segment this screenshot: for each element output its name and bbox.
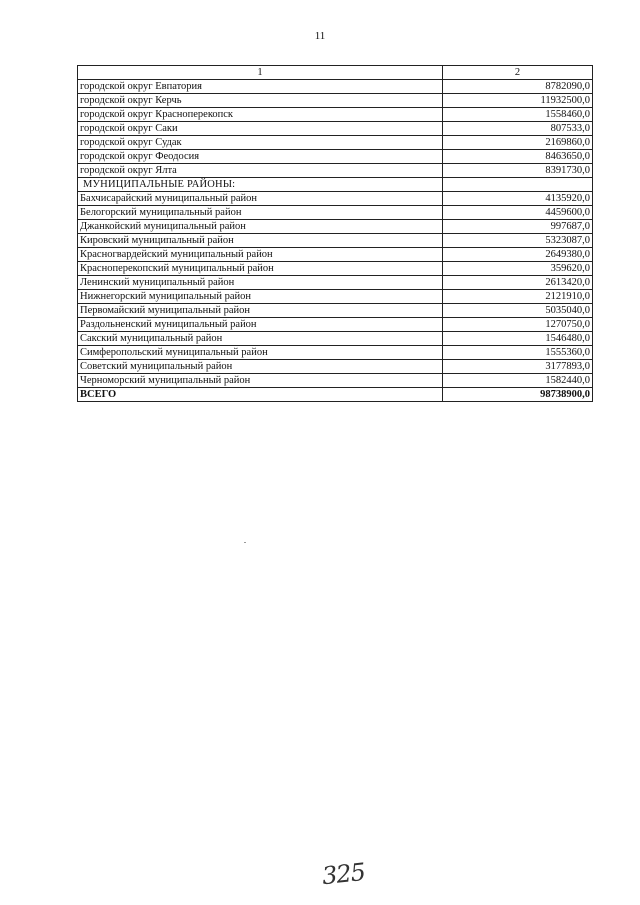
handwritten-page-number: 325 — [320, 857, 367, 891]
table-row — [78, 276, 593, 290]
page-number: 11 — [314, 30, 326, 42]
table-row — [78, 290, 593, 304]
row-name: городской округ Судак — [78, 136, 443, 150]
row-name: Симферопольский муниципальный район — [78, 346, 443, 360]
row-name: Бахчисарайский муниципальный район — [78, 192, 443, 206]
row-name: городской округ Ялта — [78, 164, 443, 178]
table-row — [78, 318, 593, 332]
row-value: 4135920,0 — [443, 192, 593, 206]
scan-speck — [244, 542, 246, 543]
table-row — [78, 304, 593, 318]
table-row — [78, 262, 593, 276]
table-row — [78, 220, 593, 234]
table-row — [78, 122, 593, 136]
total-value: 98738900,0 — [443, 388, 593, 402]
table-row — [78, 360, 593, 374]
row-value: 2169860,0 — [443, 136, 593, 150]
total-row — [78, 388, 593, 402]
row-name: городской округ Керчь — [78, 94, 443, 108]
row-value: 4459600,0 — [443, 206, 593, 220]
total-label: ВСЕГО — [78, 388, 443, 402]
section-empty-cell — [443, 178, 593, 192]
row-name: Кировский муниципальный район — [78, 234, 443, 248]
row-value: 5323087,0 — [443, 234, 593, 248]
row-name: городской округ Красноперекопск — [78, 108, 443, 122]
row-name: городской округ Саки — [78, 122, 443, 136]
row-value: 1582440,0 — [443, 374, 593, 388]
row-value: 11932500,0 — [443, 94, 593, 108]
section-title: МУНИЦИПАЛЬНЫЕ РАЙОНЫ: — [78, 178, 443, 192]
row-value: 997687,0 — [443, 220, 593, 234]
row-value: 2121910,0 — [443, 290, 593, 304]
row-name: Белогорский муниципальный район — [78, 206, 443, 220]
row-value: 1555360,0 — [443, 346, 593, 360]
row-value: 807533,0 — [443, 122, 593, 136]
row-name: Советский муниципальный район — [78, 360, 443, 374]
column-header-2: 2 — [443, 66, 593, 80]
table-row — [78, 192, 593, 206]
row-name: Ленинский муниципальный район — [78, 276, 443, 290]
table-row — [78, 94, 593, 108]
row-value: 5035040,0 — [443, 304, 593, 318]
row-value: 3177893,0 — [443, 360, 593, 374]
row-value: 8391730,0 — [443, 164, 593, 178]
row-value: 1270750,0 — [443, 318, 593, 332]
table-row — [78, 164, 593, 178]
row-value: 2613420,0 — [443, 276, 593, 290]
section-header-row — [78, 178, 593, 192]
row-value: 2649380,0 — [443, 248, 593, 262]
row-name: Красноперекопский муниципальный район — [78, 262, 443, 276]
row-name: Черноморский муниципальный район — [78, 374, 443, 388]
table-row — [78, 248, 593, 262]
row-name: городской округ Феодосия — [78, 150, 443, 164]
row-name: городской округ Евпатория — [78, 80, 443, 94]
table-row — [78, 346, 593, 360]
row-value: 359620,0 — [443, 262, 593, 276]
row-name: Раздольненский муниципальный район — [78, 318, 443, 332]
row-name: Красногвардейский муниципальный район — [78, 248, 443, 262]
row-name: Джанкойский муниципальный район — [78, 220, 443, 234]
table-row — [78, 234, 593, 248]
column-header-1: 1 — [78, 66, 443, 80]
budget-table — [77, 65, 593, 402]
row-value: 8782090,0 — [443, 80, 593, 94]
row-value: 1558460,0 — [443, 108, 593, 122]
table-row — [78, 108, 593, 122]
table-row — [78, 150, 593, 164]
table-row — [78, 136, 593, 150]
row-name: Нижнегорский муниципальный район — [78, 290, 443, 304]
row-name: Сакский муниципальный район — [78, 332, 443, 346]
table-row — [78, 80, 593, 94]
table-header-row — [78, 66, 593, 80]
row-value: 8463650,0 — [443, 150, 593, 164]
table-row — [78, 374, 593, 388]
row-value: 1546480,0 — [443, 332, 593, 346]
table-row — [78, 332, 593, 346]
table-row — [78, 206, 593, 220]
row-name: Первомайский муниципальный район — [78, 304, 443, 318]
